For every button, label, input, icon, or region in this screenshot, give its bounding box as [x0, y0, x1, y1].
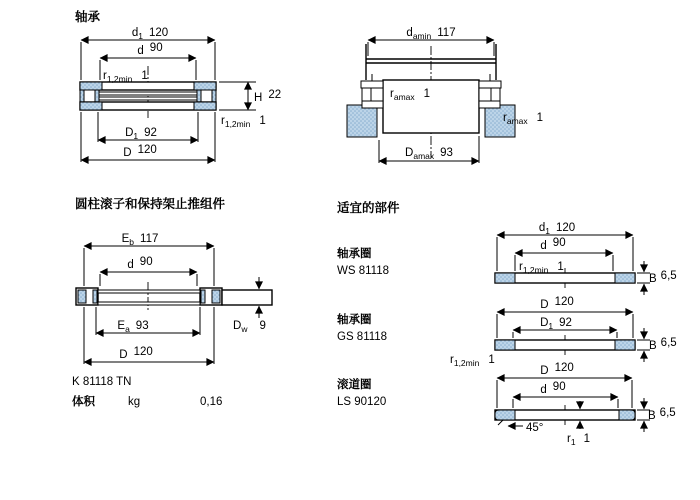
assembly-title: 圆柱滚子和保持架止推组件	[75, 197, 226, 211]
dim-H-label: H 22	[254, 89, 282, 104]
ws-dim-B-label: B 6,5	[649, 270, 677, 285]
component-ls-code: LS 90120	[337, 396, 387, 408]
dim-Eb-label: $E_b$ 117	[121, 233, 159, 247]
dim-Damax-label: $D_{amax}$ 93	[405, 147, 453, 161]
ls-washer-drawing	[495, 362, 676, 447]
ls-chamfer-label: 45°	[526, 422, 544, 434]
gs-dim-D-label: D 120	[540, 296, 574, 311]
bearing-section-drawing	[74, 9, 281, 162]
dim-ramax-center-label: $r_{amax}$ 1	[390, 88, 431, 102]
ws-dim-d-label: d 90	[540, 237, 566, 252]
dim-assembly-d-label: d 90	[127, 256, 153, 271]
gs-washer-drawing	[450, 296, 677, 368]
gs-dim-B-label: B 6,5	[649, 337, 677, 352]
assembly-drawing	[72, 196, 272, 408]
gs-dim-r12min-label: $r_{1,2min}$ 1	[450, 354, 495, 368]
dim-damin-label: $d_{amin}$ 117	[406, 27, 456, 41]
dim-Dw-label: $D_w$ 9	[233, 320, 266, 334]
dim-r12min-top-label: $r_{1,2min}$ 1	[103, 70, 148, 84]
gs-dimension-lines	[497, 312, 650, 362]
component-gs-code: GS 81118	[337, 331, 388, 343]
component-ls-type: 滚道圈	[337, 379, 372, 391]
assembly-cross-section	[76, 288, 272, 305]
bearing-dimension-lines	[81, 40, 256, 162]
mass-value: 0,16	[200, 396, 223, 408]
components-title: 适宜的部件	[337, 201, 400, 215]
abutment-drawing	[347, 27, 543, 163]
dim-d-label: d 90	[137, 42, 163, 57]
mass-unit: kg	[128, 396, 141, 408]
component-ws-type: 轴承圈	[337, 248, 372, 260]
dim-r12min-right-label: $r_{1,2min}$ 1	[221, 115, 266, 129]
dim-D1-label: $D_1$ 92	[125, 127, 157, 141]
components-section	[337, 200, 677, 447]
ws-dim-r12min-label: $r_{1,2min}$ 1	[519, 261, 564, 275]
dim-d1-label: $d_1$ 120	[131, 27, 169, 41]
ws-washer-drawing	[495, 222, 677, 295]
ls-dim-B-label: B 6,5	[648, 407, 676, 422]
gs-dim-D1-label: $D_1$ 92	[540, 317, 572, 331]
bearing-title: 轴承	[75, 10, 101, 24]
ls-dim-r1-label: $r_1$ 1	[567, 433, 590, 447]
ls-dimension-lines	[497, 378, 650, 432]
dim-assembly-D-label: D 120	[119, 346, 153, 361]
dim-D-label: D 120	[123, 144, 157, 159]
dim-ramax-right-label: $r_{amax}$ 1	[503, 112, 544, 126]
component-ws-code: WS 81118	[337, 265, 389, 277]
ls-dim-D-label: D 120	[540, 362, 574, 377]
component-gs-type: 轴承圈	[337, 314, 372, 326]
mass-label: 体积	[72, 396, 95, 408]
dim-Ea-label: $E_a$ 93	[117, 320, 149, 334]
ws-dim-d1-label: $d_1$ 120	[538, 222, 576, 236]
designation-text: K 81118 TN	[72, 376, 132, 388]
ls-dim-d-label: d 90	[540, 381, 566, 396]
